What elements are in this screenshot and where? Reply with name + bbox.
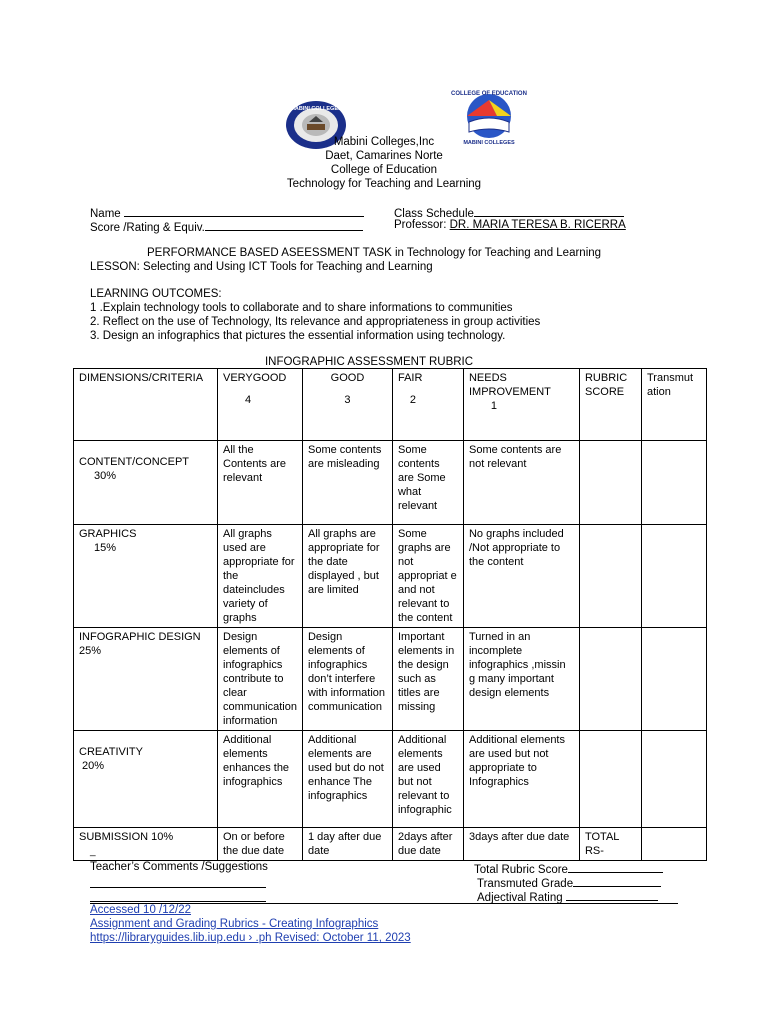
verygood-cell: All graphs used are appropriate for the dateincludes variety of graphs xyxy=(218,525,303,628)
comments-blank-2 xyxy=(90,890,266,901)
needs-cell: No graphs included /Not appropriate to the content xyxy=(463,525,579,628)
transmutation-cell xyxy=(641,628,706,731)
source-title-link[interactable]: Assignment and Grading Rubrics - Creating Infographics xyxy=(90,918,379,930)
source-url-link[interactable]: https://libraryguides.lib.iup.edu › .ph Revised: October 11, 2023 xyxy=(90,932,411,944)
header-transmutation: Transmut ation xyxy=(641,369,706,441)
logo-right-text-bottom: MABINI COLLEGES xyxy=(463,140,515,146)
fair-cell: Some contents are Some what relevant xyxy=(392,441,463,525)
rubric-table xyxy=(73,368,707,861)
header-verygood: VERYGOOD 4 xyxy=(218,369,303,441)
name-label: Name xyxy=(90,208,121,220)
total-score-cell: TOTAL RS- xyxy=(579,828,641,861)
good-cell: Design elements of infographics don’t interfere with information communication xyxy=(302,628,392,731)
accessed-date: Accessed 10 /12/22 xyxy=(90,904,192,916)
good-points: 3 xyxy=(344,394,351,406)
transmutation-cell xyxy=(641,731,706,828)
verygood-cell: Design elements of infographics contribute to clear communication information xyxy=(218,628,303,731)
table-row xyxy=(74,731,707,828)
transmutation-cell xyxy=(641,525,706,628)
name-field xyxy=(90,205,364,220)
header-rubric-score: RUBRIC SCORE xyxy=(579,369,641,441)
criteria-cell: CREATIVITY 20% xyxy=(74,731,218,828)
criteria-cell: GRAPHICS 15% xyxy=(74,525,218,628)
table-row xyxy=(74,441,707,525)
transmutation-cell xyxy=(641,441,706,525)
course-title: Technology for Teaching and Learning xyxy=(286,178,482,190)
outcome-item: 3. Design an infographics that pictures the essential information using technology. xyxy=(90,330,506,342)
needs-cell: Turned in an incomplete infographics ,missin g many important design elements xyxy=(463,628,579,731)
professor-field xyxy=(394,219,626,231)
score-blank xyxy=(205,219,363,231)
class-schedule-label: Class Schedule xyxy=(394,208,474,220)
verygood-points: 4 xyxy=(244,394,252,406)
header-fair: FAIR 2 xyxy=(392,369,463,441)
criteria-cell: SUBMISSION 10% xyxy=(74,828,218,861)
footer-dash: _ xyxy=(90,846,96,857)
fair-cell: Additional elements are used but not relevant to infographic xyxy=(392,731,463,828)
lesson-title: LESSON: Selecting and Using ICT Tools for Teaching and Learning xyxy=(90,261,433,273)
class-schedule-field xyxy=(394,205,624,220)
transmuted-grade-field: Transmuted Grade xyxy=(477,875,661,890)
logo-right-text-top: COLLEGE OF EDUCATION xyxy=(451,91,527,97)
professor-label: Professor: xyxy=(394,219,447,231)
name-blank xyxy=(124,205,364,217)
score-cell xyxy=(579,731,641,828)
transmutation-cell xyxy=(641,828,706,861)
professor-name: DR. MARIA TERESA B. RICERRA xyxy=(449,219,626,231)
verygood-cell: On or before the due date xyxy=(218,828,303,861)
fair-cell: 2days after due date xyxy=(392,828,463,861)
task-title: PERFORMANCE BASED ASEESSMENT TASK in Technology for Teaching and Learning xyxy=(147,247,602,259)
learning-outcomes-heading: LEARNING OUTCOMES: xyxy=(90,288,222,300)
rubric-header-row xyxy=(74,369,707,441)
class-schedule-blank xyxy=(474,205,624,217)
score-field xyxy=(90,219,363,234)
outcome-item: 2. Reflect on the use of Technology, Its relevance and appropriateness in group activities xyxy=(90,316,541,328)
verygood-cell: Additional elements enhances the infographics xyxy=(218,731,303,828)
needs-cell: 3days after due date xyxy=(463,828,579,861)
outcome-item: 1 .Explain technology tools to collaborate and to share informations to communities xyxy=(90,302,513,314)
score-cell xyxy=(579,441,641,525)
college-name: College of Education xyxy=(330,164,438,176)
fair-cell: Important elements in the design such as titles are missing xyxy=(392,628,463,731)
comments-blank-1 xyxy=(90,876,266,887)
good-cell: Additional elements are used but do not enhance The infographics xyxy=(302,731,392,828)
verygood-cell: All the Contents are relevant xyxy=(218,441,303,525)
adjectival-rating-field: Adjectival Rating xyxy=(477,889,658,904)
needs-points: 1 xyxy=(490,400,498,412)
score-label: Score /Rating & Equiv. xyxy=(90,222,205,234)
header-good: GOOD 3 xyxy=(302,369,392,441)
needs-cell: Some contents are not relevant xyxy=(463,441,579,525)
logo-left-text: MABINI COLLEGES xyxy=(290,106,342,112)
criteria-cell: INFOGRAPHIC DESIGN 25% xyxy=(74,628,218,731)
institution-name: Mabini Colleges,Inc xyxy=(333,136,435,148)
good-cell: All graphs are appropriate for the date displayed , but are limited xyxy=(302,525,392,628)
table-row xyxy=(74,525,707,628)
rubric-title: INFOGRAPHIC ASSESSMENT RUBRIC xyxy=(264,356,474,368)
score-cell xyxy=(579,628,641,731)
header-needs-improvement: NEEDS IMPROVEMENT 1 xyxy=(463,369,579,441)
table-row xyxy=(74,828,707,861)
good-cell: Some contents are misleading xyxy=(302,441,392,525)
needs-cell: Additional elements are used but not appropriate to Infographics xyxy=(463,731,579,828)
score-cell xyxy=(579,525,641,628)
fair-cell: Some graphs are not appropriat e and not relevant to the content xyxy=(392,525,463,628)
total-rubric-score-field: Total Rubric Score xyxy=(474,861,663,876)
fair-points: 2 xyxy=(409,394,417,406)
institution-location: Daet, Camarines Norte xyxy=(325,150,443,162)
teacher-comments-label: Teacher’s Comments /Suggestions xyxy=(90,861,268,873)
good-cell: 1 day after due date xyxy=(302,828,392,861)
criteria-cell: CONTENT/CONCEPT 30% xyxy=(74,441,218,525)
table-row xyxy=(74,628,707,731)
header-criteria: DIMENSIONS/CRITERIA xyxy=(74,369,218,441)
